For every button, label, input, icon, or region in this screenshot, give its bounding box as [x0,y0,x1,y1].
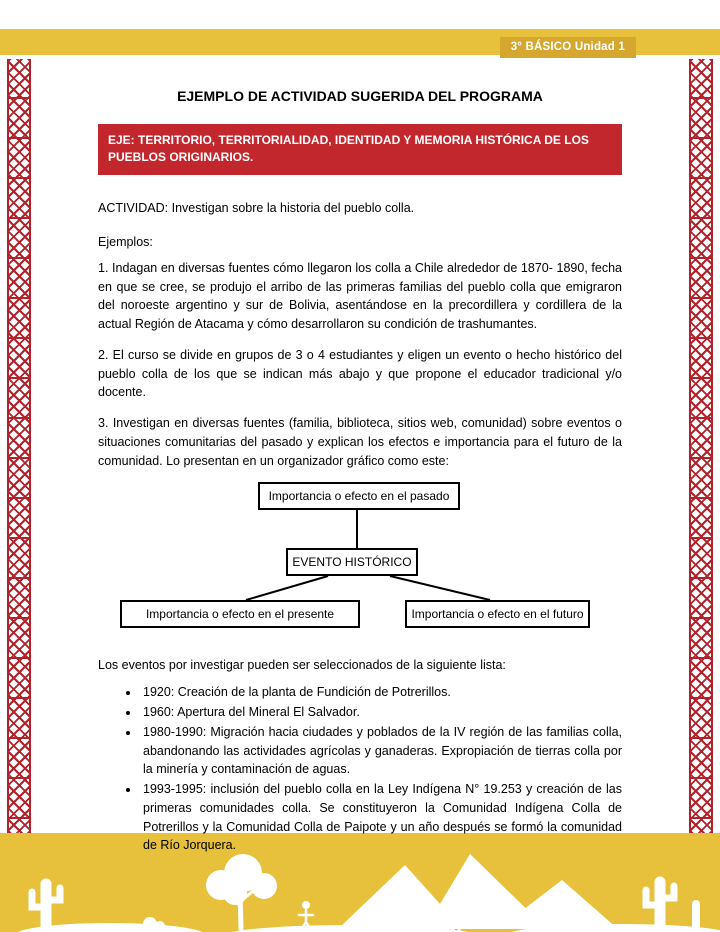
paragraph-1: 1. Indagan en diversas fuentes cómo llegaron los colla a Chile alrededor de 1870- 1890, fecha en que se cree, se produjo el arribo de las primeras familias del pueblo colla que emigraron del noroeste argentino y sur de Bolivia, asentándose en la precordillera y cordillera de la actual Región de Atacama y cómo desarrollaron su condición de trashumantes. [98,260,622,332]
event-item: • 1960: Apertura del Mineral El Salvador. [140,703,622,722]
activity-line: ACTIVIDAD: Investigan sobre la historia del pueblo colla. [98,200,415,215]
graphic-organizer [98,482,622,632]
unit-badge: 3° BÁSICO Unidad 1 [500,37,636,58]
examples-label: Ejemplos: [98,234,153,249]
right-textile-border [689,59,713,833]
event-item: • 1993-1995: inclusión del pueblo colla en la Ley Indígena N° 19.253 y creación de las primeras comunidades colla. Se constituyeron la Comunidad Indígena Colla de Potrerillos y la Comunidad Colla de Paipote y un año después se formó la comunidad de Río Jorquera. [140,780,622,855]
eje-banner: EJE: TERRITORIO, TERRITORIALIDAD, IDENTIDAD Y MEMORIA HISTÓRICA DE LOS PUEBLOS ORIGINARIOS. [98,124,622,175]
paragraph-2: 2. El curso se divide en grupos de 3 o 4 estudiantes y eligen un evento o hecho histórico del pueblo colla de los que se indican más abajo y que propone el educador tradicional y/o docente. [98,347,622,400]
content-area [98,88,622,856]
diagram-box-future: Importancia o efecto en el futuro [405,600,590,628]
events-list-intro: Los eventos por investigar pueden ser seleccionados de la siguiente lista: [98,658,506,673]
paragraph-3: 3. Investigan en diversas fuentes (familia, biblioteca, sitios web, comunidad) sobre eventos o situaciones comunitarias del pasado y explican los efectos e importancia para el futuro de la comunidad. Lo presentan en un organizador gráfico como este: [98,416,622,468]
diagram-box-past: Importancia o efecto en el pasado [258,482,460,510]
left-textile-border [7,59,31,833]
event-item: • 1980-1990: Migración hacia ciudades y poblados de la IV región de las familias colla, abandonando las actividades agrícolas y ganaderas. Expropiación de tierras colla por la minería y contaminación de aguas. [140,723,622,779]
event-item: • 1920: Creación de la planta de Fundición de Potrerillos. [140,683,622,702]
diagram-box-present: Importancia o efecto en el presente [120,600,360,628]
events-list [140,683,622,855]
page-title: EJEMPLO DE ACTIVIDAD SUGERIDA DEL PROGRAMA [177,88,543,104]
diagram-box-event: EVENTO HISTÓRICO [286,548,418,576]
